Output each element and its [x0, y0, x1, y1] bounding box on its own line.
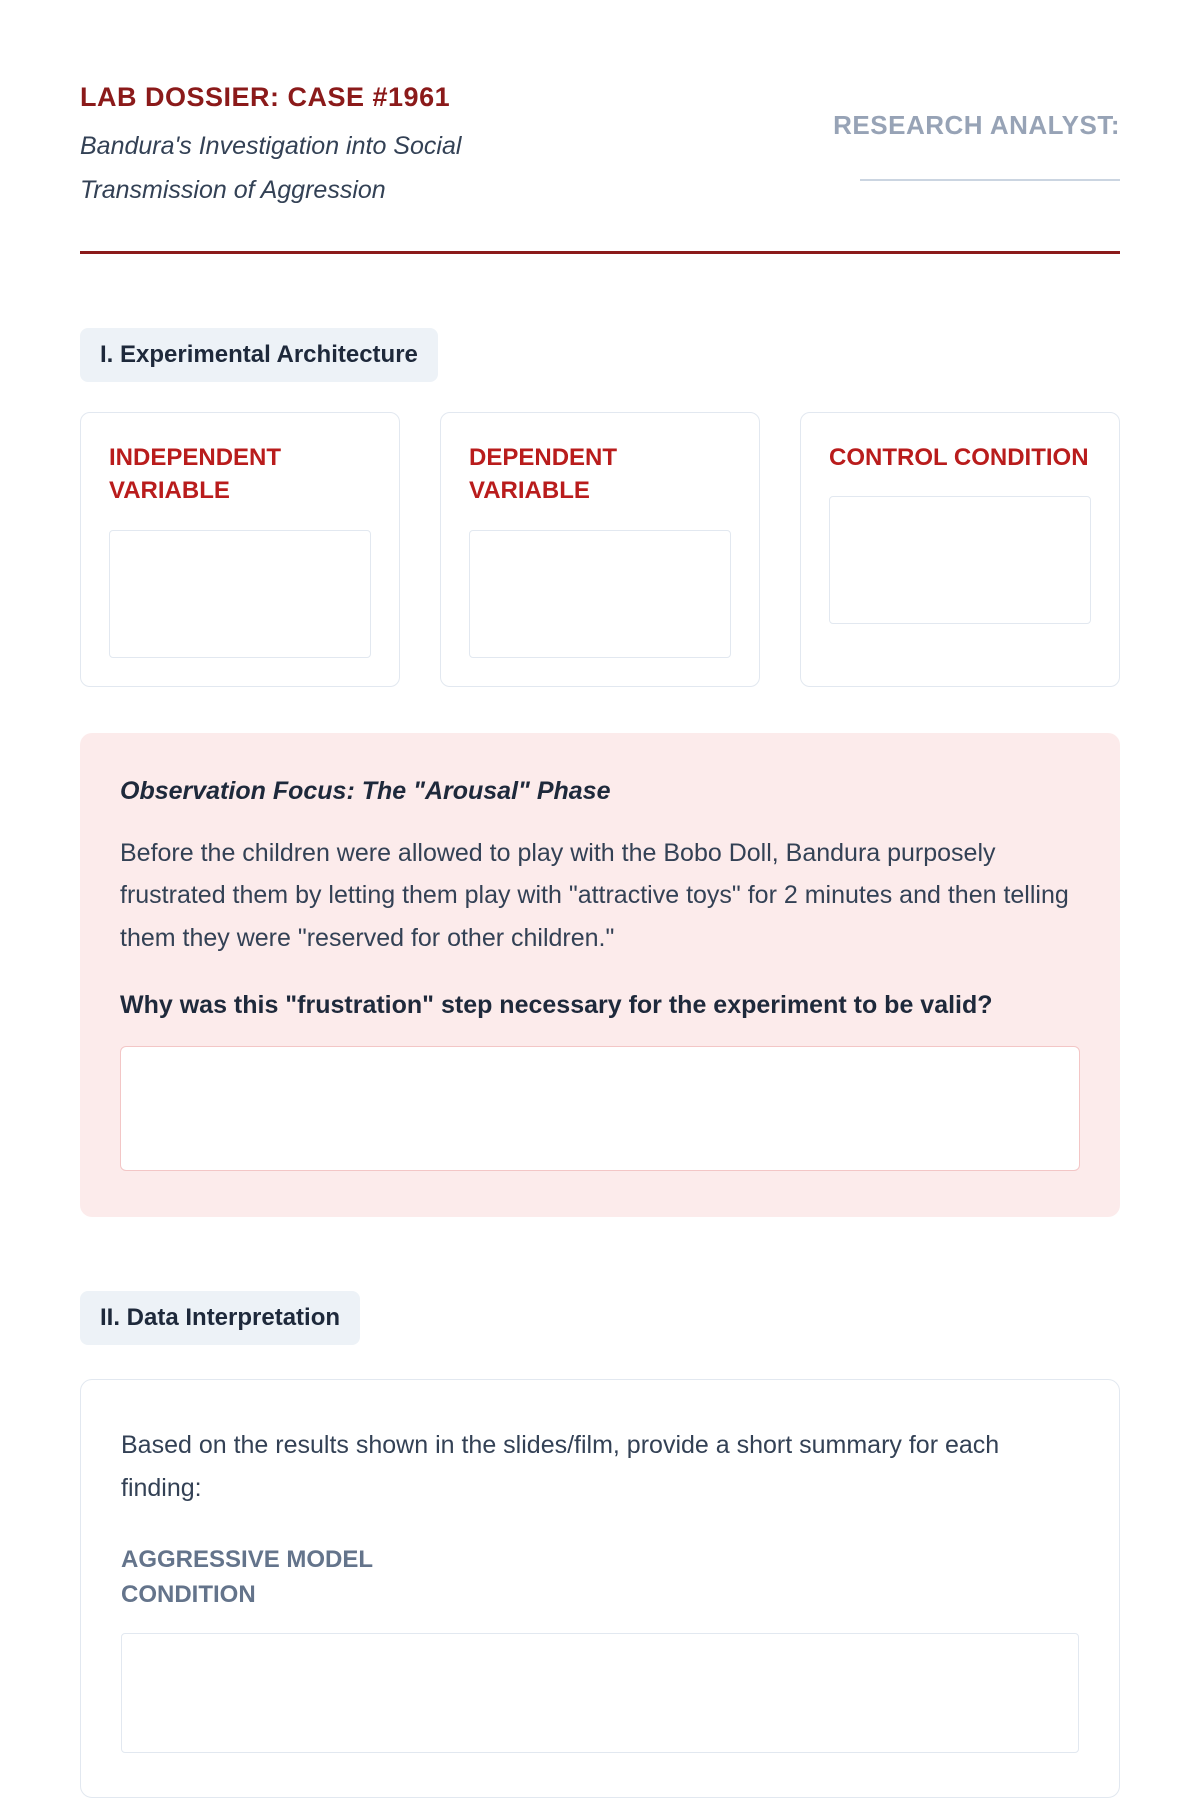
- analyst-block: [833, 82, 1120, 181]
- interpretation-intro: Based on the results shown in the slides/film, provide a short summary for each finding:: [121, 1431, 1000, 1502]
- header-title-block: [80, 82, 540, 213]
- dependent-variable-label: DEPENDENT VARIABLE: [469, 443, 618, 505]
- independent-variable-label: INDEPENDENT VARIABLE: [109, 443, 282, 505]
- analyst-name-field[interactable]: [860, 179, 1120, 181]
- dependent-variable-card: [440, 412, 760, 687]
- control-condition-card: [800, 412, 1120, 687]
- variables-row: [80, 412, 1120, 687]
- finding-label-aggressive-model: AGGRESSIVE MODEL CONDITION: [121, 1546, 373, 1608]
- header-divider: [80, 251, 1120, 254]
- dossier-subtitle: Bandura's Investigation into Social Transmission of Aggression: [80, 132, 462, 204]
- section-2-heading: II. Data Interpretation: [80, 1291, 360, 1345]
- observation-body: Before the children were allowed to play with the Bobo Doll, Bandura purposely frustrated them by letting them play with "attractive toys" for 2 minutes and then telling them they were "reserved for other children.": [120, 838, 1069, 952]
- independent-variable-card: [80, 412, 400, 687]
- control-condition-input[interactable]: [829, 496, 1091, 624]
- independent-variable-input[interactable]: [109, 530, 371, 658]
- finding-input-aggressive-model[interactable]: [121, 1633, 1079, 1753]
- dependent-variable-input[interactable]: [469, 530, 731, 658]
- interpretation-card: [80, 1379, 1120, 1798]
- analyst-label: RESEARCH ANALYST:: [833, 110, 1120, 140]
- observation-answer-textarea[interactable]: [120, 1046, 1080, 1171]
- page-header: [80, 82, 1120, 213]
- observation-heading: Observation Focus: The "Arousal" Phase: [120, 776, 611, 805]
- control-condition-label: CONTROL CONDITION: [829, 443, 1089, 471]
- dossier-title: LAB DOSSIER: CASE #1961: [80, 82, 451, 112]
- observation-panel: [80, 733, 1120, 1218]
- section-1-heading: I. Experimental Architecture: [80, 328, 438, 382]
- observation-question: Why was this "frustration" step necessary for the experiment to be valid?: [120, 991, 993, 1020]
